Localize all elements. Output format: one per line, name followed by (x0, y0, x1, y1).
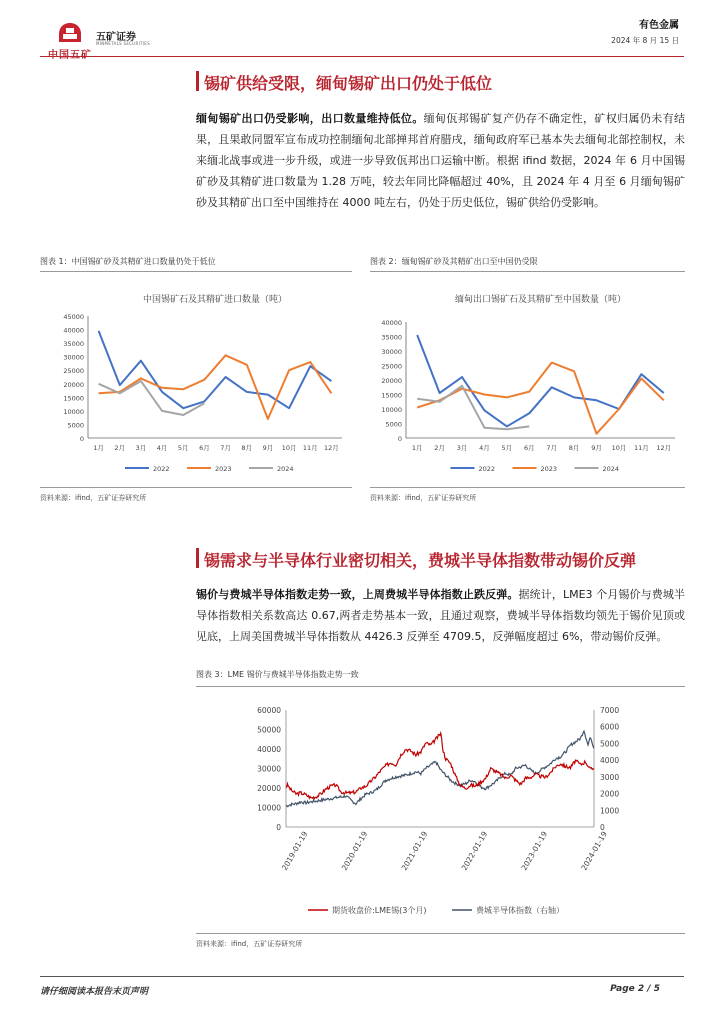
section2-body: 据统计，LME3 个月锡价与费城半导体指数相关系数高达 0.67,两者走势基本一致，且通过观察，费城半导体指数均领先于锡价见顶或见底，上周美国费城半导体指数从 4426.3 反弹至 4709.5，反弹幅度超过 6%，带动锡价反弹。 (196, 588, 685, 643)
y-tick-label: 5000 (67, 421, 84, 430)
right-y-tick-label: 2000 (600, 789, 620, 799)
x-tick-label: 2021-01-19 (399, 829, 430, 872)
figure3-caption: 图表 3：LME 锡价与费城半导体指数走势一致 (196, 670, 359, 679)
footer-divider (40, 976, 684, 977)
section-marker (196, 71, 199, 91)
header-divider (40, 56, 684, 57)
x-tick-label: 10月 (281, 444, 297, 452)
x-tick-label: 1月 (93, 444, 104, 452)
legend-label-2022: 2022 (478, 465, 496, 473)
series-line-2022 (99, 331, 332, 408)
x-tick-label: 2020-01-19 (339, 829, 370, 872)
chart-lme-tin-vs-sox (196, 694, 685, 930)
x-tick-label: 5月 (177, 444, 189, 452)
page-number: Page 2 / 5 (610, 984, 660, 994)
y-tick-label: 20000 (381, 377, 402, 385)
section1-title: 锡矿供给受限，缅甸锡矿出口仍处于低位 (204, 74, 493, 93)
x-tick-label: 8月 (568, 444, 580, 452)
legend-label-lme-tin: 期货收盘价:LME锡(3个月) (332, 906, 427, 915)
x-tick-label: 2月 (434, 444, 445, 452)
y-tick-label: 10000 (381, 406, 402, 414)
x-tick-label: 4月 (479, 444, 490, 452)
figure1-caption: 图表 1：中国锡矿砂及其精矿进口数量仍处于低位 (40, 257, 216, 266)
figure1-top-rule (40, 271, 352, 272)
chart-china-tin-imports (40, 280, 352, 480)
y-tick-label: 30000 (381, 348, 402, 356)
chart-title: 中国锡矿石及其精矿进口数量（吨） (142, 295, 288, 305)
figure3-bottom-rule (196, 933, 685, 934)
section2-lead: 锡价与费城半导体指数走势一致，上周费城半导体指数止跌反弹。 (196, 588, 519, 601)
y-tick-label: 25000 (381, 362, 402, 371)
right-y-tick-label: 4000 (600, 756, 620, 766)
x-tick-label: 12月 (324, 444, 339, 452)
x-tick-label: 11月 (633, 444, 649, 452)
legend-label-2024: 2024 (277, 465, 294, 473)
x-tick-label: 8月 (241, 444, 253, 452)
footer-disclaimer: 请仔细阅读本报告末页声明 (40, 987, 149, 997)
report-category: 有色金属 (639, 20, 679, 31)
series-line-2023 (417, 363, 664, 434)
y-tick-label: 0 (79, 435, 84, 443)
y-tick-label: 5000 (385, 420, 402, 429)
x-tick-label: 1月 (411, 444, 423, 452)
y-tick-label: 40000 (63, 326, 84, 335)
legend-label-2022: 2022 (153, 465, 170, 473)
left-y-tick-label: 60000 (257, 706, 281, 715)
x-tick-label: 11月 (302, 444, 318, 452)
section-marker (196, 548, 199, 568)
y-tick-label: 35000 (381, 333, 402, 342)
x-tick-label: 7月 (546, 444, 558, 452)
x-tick-label: 9月 (591, 444, 602, 452)
left-y-tick-label: 50000 (257, 725, 281, 735)
y-tick-label: 35000 (63, 340, 84, 349)
chart-title: 缅甸出口锡矿石及其精矿至中国数量（吨） (454, 295, 627, 305)
x-tick-label: 3月 (135, 444, 147, 452)
x-tick-label: 6月 (199, 444, 210, 452)
y-tick-label: 20000 (63, 380, 84, 389)
x-tick-label: 5月 (501, 444, 513, 452)
y-tick-label: 15000 (63, 394, 84, 403)
figure1-source: 资料来源：ifind，五矿证券研究所 (40, 494, 147, 502)
legend-label-2024: 2024 (602, 465, 620, 473)
x-tick-label: 10月 (611, 444, 627, 452)
right-y-tick-label: 6000 (600, 722, 620, 732)
company-name: 中国五矿 (48, 50, 92, 61)
figure3-source: 资料来源：ifind，五矿证券研究所 (196, 940, 303, 948)
figure2-bottom-rule (370, 487, 685, 488)
right-y-tick-label: 5000 (600, 739, 620, 749)
x-tick-label: 4月 (156, 444, 168, 452)
x-tick-label: 3月 (456, 444, 468, 452)
y-tick-label: 0 (397, 435, 402, 443)
section1-lead: 缅甸锡矿出口仍受影响，出口数量维持低位。 (196, 112, 424, 125)
right-y-tick-label: 1000 (600, 806, 620, 816)
x-tick-label: 7月 (220, 444, 231, 452)
section2-paragraph (196, 584, 685, 647)
series-line-sox-index (286, 731, 594, 807)
left-y-tick-label: 0 (276, 823, 281, 832)
right-y-tick-label: 7000 (600, 706, 620, 715)
figure2-source: 资料来源：ifind，五矿证券研究所 (370, 494, 477, 502)
x-tick-label: 2023-01-19 (519, 829, 550, 872)
chart-myanmar-tin-exports (370, 280, 685, 480)
left-y-tick-label: 20000 (257, 784, 281, 793)
minmetals-logo-icon (57, 22, 83, 44)
series-line-2022 (417, 335, 664, 426)
brand-name: 五矿证券 (96, 32, 136, 43)
legend-label-sox-index: 费城半导体指数（右轴） (476, 906, 564, 915)
x-tick-label: 9月 (262, 444, 274, 452)
section1-body: 缅甸佤邦锡矿复产仍存不确定性，矿权归属仍未有结果，且果敢同盟军宣布成功控制缅甸北部掸邦首府腊戌，缅甸政府军已基本失去缅甸北部控制权，未来缅北战事或进一步升级，或进一步导致佤邦出口运输中断。根据 ifind 数据，2024 年 6 月中国锡矿砂及其精矿进口数量为 1.28 万吨，较去年同比降幅超过 40%，且 2024 年 4 月至 6 月缅甸锡矿砂及其精矿出口至中国维持在 4000 吨左右，仍处于历史低位，锡矿供给仍受影响。 (196, 112, 686, 209)
report-date: 2024 年 8 月 15 日 (611, 36, 679, 45)
legend-label-2023: 2023 (540, 465, 558, 473)
x-tick-label: 12月 (656, 444, 672, 452)
left-y-tick-label: 40000 (257, 745, 281, 754)
y-tick-label: 30000 (63, 353, 84, 362)
figure2-caption: 图表 2：缅甸锡矿砂及其精矿出口至中国仍受限 (370, 257, 538, 266)
left-y-tick-label: 10000 (257, 803, 281, 813)
left-y-tick-label: 30000 (257, 764, 281, 774)
section1-paragraph (196, 108, 685, 213)
x-tick-label: 2019-01-19 (279, 829, 310, 872)
y-tick-label: 15000 (381, 391, 402, 400)
series-line-2023 (99, 355, 332, 419)
x-tick-label: 2月 (114, 444, 126, 452)
right-y-tick-label: 0 (600, 823, 605, 832)
x-tick-label: 2022-01-19 (459, 829, 490, 872)
figure3-top-rule (196, 686, 685, 687)
x-tick-label: 6月 (523, 444, 535, 452)
section2-title: 锡需求与半导体行业密切相关，费城半导体指数带动锡价反弹 (204, 551, 637, 570)
y-tick-label: 25000 (63, 367, 84, 376)
y-tick-label: 10000 (63, 407, 84, 416)
brand-name-en: MINMETALS SECURITIES (96, 41, 150, 46)
figure1-bottom-rule (40, 487, 352, 488)
y-tick-label: 40000 (381, 319, 402, 327)
right-y-tick-label: 3000 (600, 772, 620, 782)
x-tick-label: 2024-01-19 (579, 829, 610, 872)
y-tick-label: 45000 (63, 313, 84, 321)
figure2-top-rule (370, 271, 685, 272)
legend-label-2023: 2023 (215, 465, 232, 473)
